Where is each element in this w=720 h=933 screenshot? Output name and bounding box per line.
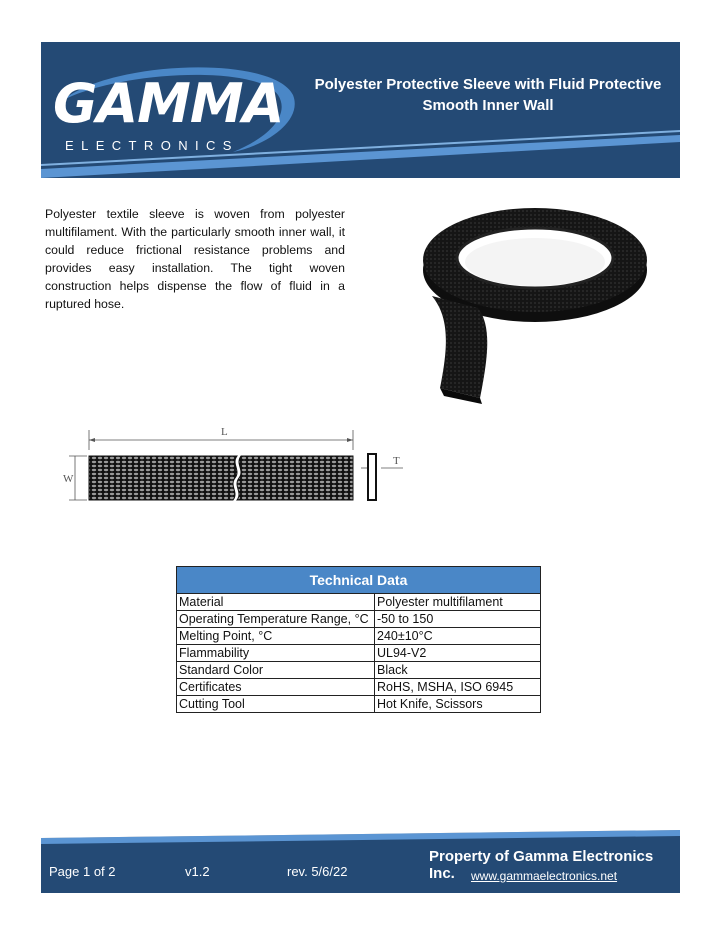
page-number: Page 1 of 2: [49, 864, 116, 879]
row-value: 240±10°C: [375, 628, 541, 645]
row-label: Material: [177, 594, 375, 611]
gamma-logo: [53, 60, 323, 160]
table-row: [177, 645, 541, 662]
table-row: [177, 628, 541, 645]
row-label: Melting Point, °C: [177, 628, 375, 645]
technical-data-table: [176, 566, 541, 713]
version-label: v1.2: [185, 864, 210, 879]
row-value: RoHS, MSHA, ISO 6945: [375, 679, 541, 696]
table-row: [177, 594, 541, 611]
width-label: W: [63, 473, 74, 485]
footer-banner: [41, 830, 680, 893]
logo-subtitle: ELECTRONICS: [65, 138, 239, 153]
length-label: L: [221, 426, 228, 438]
product-description: Polyester textile sleeve is woven from polyester multifilament. With the particularly smooth inner wall, it could reduce frictional resistance problems and provides easy installation. The tight woven construction helps dispense the flow of fluid in a ruptured hose.: [45, 207, 345, 311]
document-title: Polyester Protective Sleeve with Fluid Protective Smooth Inner Wall: [314, 76, 662, 114]
website-link[interactable]: www.gammaelectronics.net: [471, 869, 618, 883]
row-value: Black: [375, 662, 541, 679]
row-value: UL94-V2: [375, 645, 541, 662]
row-value: Polyester multifilament: [375, 594, 541, 611]
table-row: [177, 696, 541, 713]
revision-date: rev. 5/6/22: [287, 864, 348, 879]
header-banner: [41, 42, 680, 178]
table-row: [177, 679, 541, 696]
row-label: Cutting Tool: [177, 696, 375, 713]
table-row: [177, 662, 541, 679]
row-label: Flammability: [177, 645, 375, 662]
thickness-label: T: [393, 455, 400, 467]
row-value: Hot Knife, Scissors: [375, 696, 541, 713]
row-value: -50 to 150: [375, 611, 541, 628]
logo-wordmark: GAMMA: [53, 72, 284, 135]
dimension-diagram: [55, 420, 415, 510]
property-notice: Property of Gamma Electronics Inc.: [429, 848, 654, 882]
table-title: Technical Data: [177, 567, 541, 594]
row-label: Standard Color: [177, 662, 375, 679]
row-label: Certificates: [177, 679, 375, 696]
table-row: [177, 611, 541, 628]
row-label: Operating Temperature Range, °C: [177, 611, 375, 628]
product-image: [410, 198, 660, 408]
